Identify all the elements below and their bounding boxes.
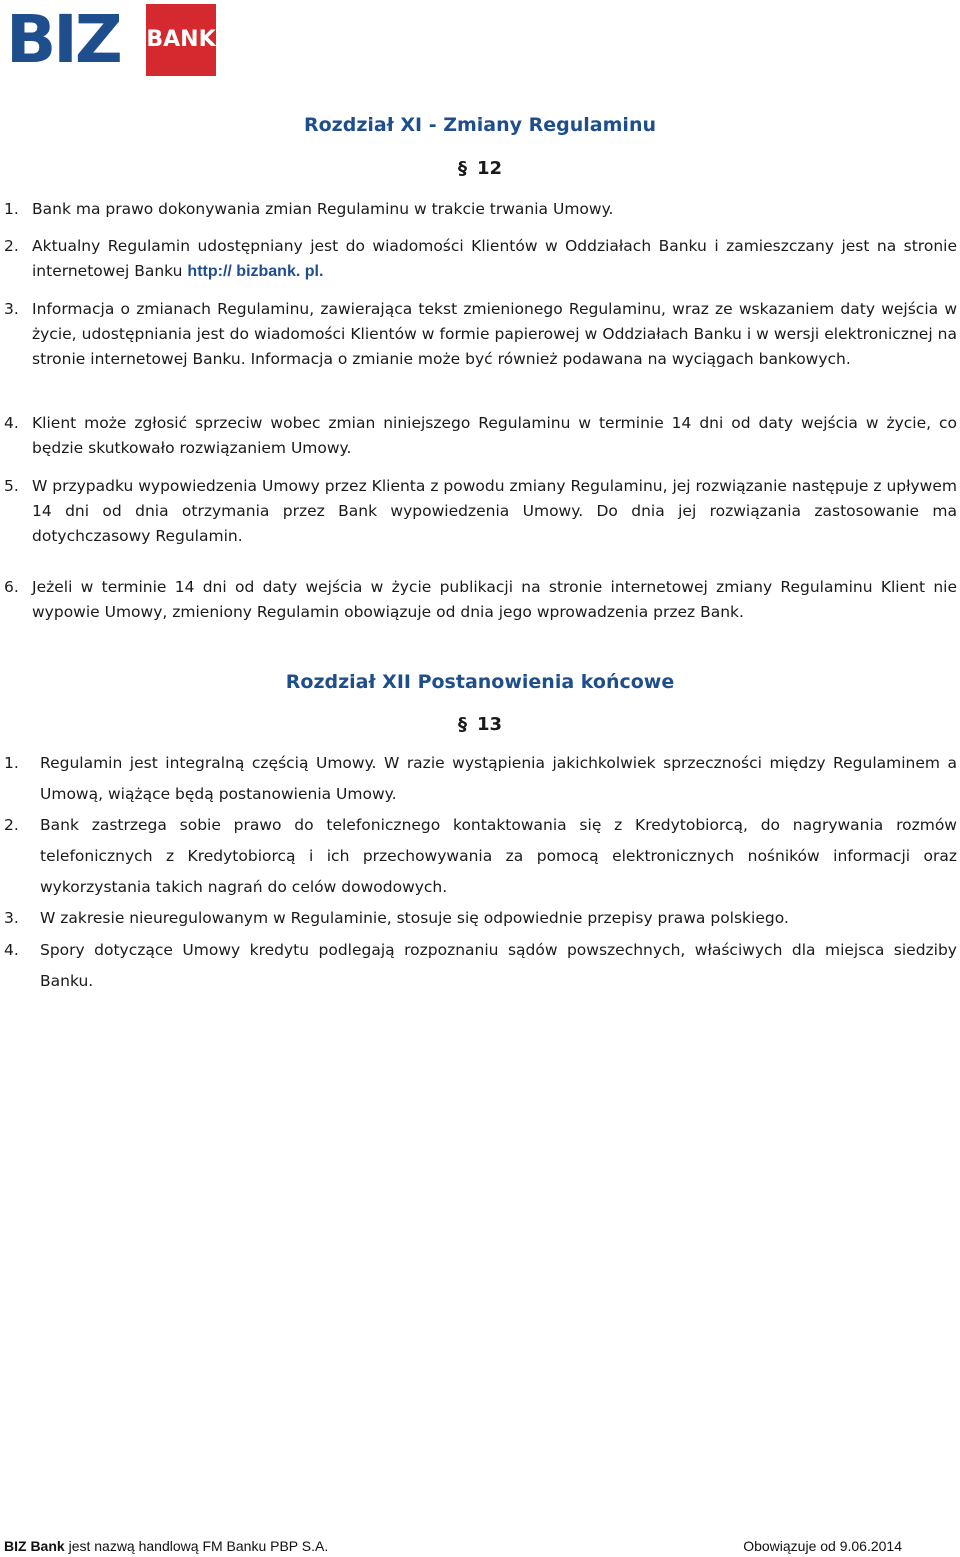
logo-bank-text: BANK	[146, 27, 216, 52]
list-item: 3. Informacja o zmianach Regulaminu, zawierająca tekst zmienionego Regulaminu, wraz ze wskazaniem daty wejścia w życie, udostępniania jest do wiadomości Klientów w formie papierowej w Oddziałach Banku i w wersji elektronicznej na stronie internetowej Banku. Informacja o zmianie może być również podawana na wyciągach bankowych.	[4, 300, 957, 368]
footer-brand-note: BIZ Bank jest nazwą handlową FM Banku PBP S.A.	[4, 1538, 329, 1554]
list-item: 1. Bank ma prawo dokonywania zmian Regulaminu w trakcie trwania Umowy.	[4, 200, 614, 218]
paragraph-number: 13	[476, 714, 503, 735]
list-item: 4. Spory dotyczące Umowy kredytu podlegają rozpoznaniu sądów powszechnych, właściwych dla miejsca siedziby Banku.	[4, 941, 957, 990]
footer-effective-date: Obowiązuje od 9.06.2014	[743, 1538, 902, 1554]
biz-bank-logo	[6, 2, 218, 78]
list-item: 1. Regulamin jest integralną częścią Umowy. W razie wystąpienia jakichkolwiek sprzeczności między Regulaminem a Umową, wiążące będą postanowienia Umowy.	[4, 754, 957, 803]
paragraph-12-heading	[0, 158, 960, 179]
list-item: 2. Bank zastrzega sobie prawo do telefonicznego kontaktowania się z Kredytobiorcą, do nagrywania rozmów telefonicznych z Kredytobiorcą i ich przechowywania za pomocą elektronicznych nośników informacji oraz wykorzystania takich nagrań do celów dowodowych.	[4, 816, 957, 896]
chapter-title-xii: Rozdział XII Postanowienia końcowe	[285, 671, 675, 693]
paragraph-sign: §	[457, 714, 467, 735]
logo-biz-text: BIZ	[6, 2, 120, 78]
page-footer	[0, 1538, 960, 1556]
list-item: 3. W zakresie nieuregulowanym w Regulaminie, stosuje się odpowiednie przepisy prawa polskiego.	[4, 909, 789, 927]
paragraph-sign: §	[457, 158, 467, 179]
list-item: 5. W przypadku wypowiedzenia Umowy przez Klienta z powodu zmiany Regulaminu, jej rozwiązanie następuje z upływem 14 dni od dnia otrzymania przez Bank wypowiedzenia Umowy. Do dnia jej rozwiązania zastosowanie ma dotychczasowy Regulamin.	[4, 477, 957, 545]
chapter-title-xi: Rozdział XI - Zmiany Regulaminu	[303, 114, 656, 136]
paragraph-13-heading	[0, 714, 960, 735]
list-item: 4. Klient może zgłosić sprzeciw wobec zmian niniejszego Regulaminu w terminie 14 dni od daty wejścia w życie, co będzie skutkowało rozwiązaniem Umowy.	[4, 414, 957, 457]
list-item: 2. Aktualny Regulamin udostępniany jest do wiadomości Klientów w Oddziałach Banku i zamieszczany jest na stronie internetowej Banku http:// bizbank. pl.	[4, 237, 957, 280]
list-item: 6. Jeżeli w terminie 14 dni od daty wejścia w życie publikacji na stronie internetowej zmiany Regulaminu Klient nie wypowie Umowy, zmieniony Regulamin obowiązuje od dnia jego wprowadzenia przez Bank.	[4, 578, 957, 621]
bank-website-link[interactable]: http:// bizbank. pl.	[187, 263, 324, 280]
paragraph-number: 12	[476, 158, 503, 179]
